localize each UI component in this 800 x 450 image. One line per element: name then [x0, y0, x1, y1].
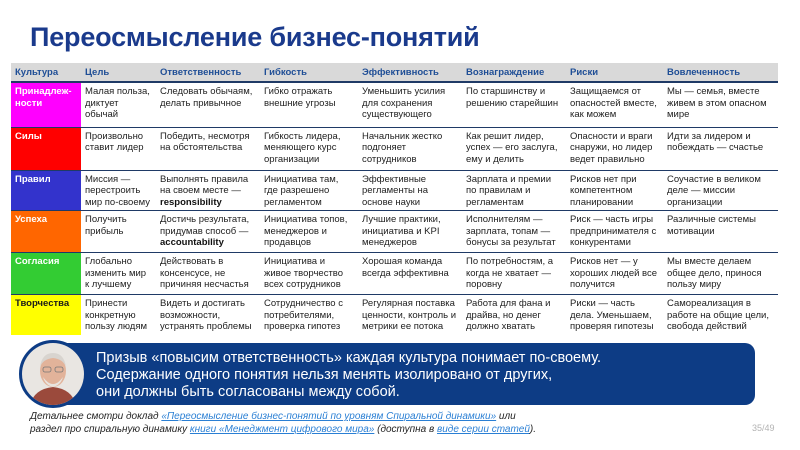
table-cell: Мы вместе делаем общее дело, принося пользу миру [663, 253, 778, 295]
table-cell: Рисков нет при компетентном планировании [566, 170, 663, 211]
table-cell: Начальник жестко подгоняет сотрудников [358, 127, 462, 170]
table-row [11, 211, 778, 253]
table-cell: Хорошая команда всегда эффективна [358, 253, 462, 295]
page-number: 35/49 [752, 423, 775, 433]
cell-text: Достичь результата, придумав способ — [160, 214, 250, 237]
table-cell: Соучастие в великом деле — миссии организации [663, 170, 778, 211]
table-row [11, 127, 778, 170]
culture-cell: Творчества [11, 295, 81, 335]
header-responsibility: Ответственность [156, 63, 260, 82]
table-cell: По старшинству и решению старейшин [462, 82, 566, 127]
table-cell: Принести конкретную пользу людям [85, 298, 148, 332]
table-cell: Зарплата и премии по правилам и регламентам [462, 170, 566, 211]
bold-term: accountability [160, 237, 224, 248]
report-link[interactable]: «Переосмысление бизнес-понятий по уровням Спиральной динамики» [161, 411, 497, 422]
table-cell: Рисков нет — у хороших людей все получится [566, 253, 663, 295]
table-cell: Идти за лидером и побеждать — счастье [663, 127, 778, 170]
culture-cell: Правил [11, 170, 81, 211]
table-cell: Регулярная поставка ценности, контроль и метрики ее потока [362, 298, 457, 332]
table-cell: Следовать обычаям, делать привычное [156, 82, 260, 127]
callout-text [96, 350, 601, 401]
header-risks: Риски [566, 63, 663, 82]
footer-text: (доступна в [374, 424, 438, 435]
table-cell: Самореализация в работе на общие цели, свобода действий [667, 298, 769, 332]
table-cell: Уменьшить усилия для сохранения существующего [358, 82, 462, 127]
table-cell: Мы — семья, вместе живем в этом опасном мире [663, 82, 778, 127]
table-cell: Инициатива и живое творчество всех сотрудников [260, 253, 358, 295]
culture-cell: Согласия [11, 253, 81, 295]
callout-line: они должны быть согласованы между собой. [96, 384, 400, 400]
table-cell: Инициатива топов, менеджеров и продавцов [260, 211, 358, 253]
table-cell: Исполнителям — зарплата, топам — бонусы за результат [462, 211, 566, 253]
bold-term: responsibility [160, 196, 222, 208]
header-culture: Культура [11, 63, 81, 82]
header-reward: Вознаграждение [462, 63, 566, 82]
table-cell: Как решит лидер, успех — его заслуга, ему и делить [462, 127, 566, 170]
culture-cell: Принадлеж-ности [11, 82, 81, 127]
table-cell: Получить прибыль [81, 211, 156, 253]
footer-text: ). [529, 424, 537, 435]
table-cell: Инициатива там, где разрешено регламентом [260, 170, 358, 211]
footer-text: Детальнее смотри доклад [30, 411, 162, 422]
table-cell: Защищаемся от опасностей вместе, как можем [566, 82, 663, 127]
table-row [11, 295, 778, 335]
slide-title: Переосмысление бизнес-понятий [30, 22, 480, 52]
table-row [11, 170, 778, 211]
table-cell: Гибко отражать внешние угрозы [260, 82, 358, 127]
callout-line: Содержание одного понятия нельзя менять изолировано от других, [96, 367, 553, 383]
footer-text: раздел про спиральную динамику [30, 424, 190, 435]
table-row [11, 82, 778, 127]
cell-text: Выполнять правила на своем месте — [160, 173, 249, 196]
footer-note [30, 410, 536, 436]
table-cell: Различные системы мотивации [663, 211, 778, 253]
table-cell: Сотрудничество с потребителями, проверка гипотез [264, 298, 343, 332]
table-cell: Гибкость лидера, меняющего курс организации [260, 127, 358, 170]
table-cell: Опасности и враги снаружи, но лидер ведет правильно [566, 127, 663, 170]
header-flexibility: Гибкость [260, 63, 358, 82]
table-cell [156, 170, 260, 211]
table-cell: Действовать в консенсусе, не причиняя несчастья [156, 253, 260, 295]
table-cell: Глобально изменить мир к лучшему [81, 253, 156, 295]
table-cell: Риск — часть игры предпринимателя с конкурентами [566, 211, 663, 253]
table-cell [156, 211, 260, 253]
header-engagement: Вовлеченность [663, 63, 778, 82]
header-efficiency: Эффективность [358, 63, 462, 82]
speaker-avatar [19, 340, 87, 408]
table-cell: Работа для фана и драйва, но денег должно хватать [466, 298, 551, 332]
footer-text: или [496, 411, 516, 422]
table-cell: Лучшие практики, инициатива и KPI менеджеров [358, 211, 462, 253]
table-cell: Победить, несмотря на обстоятельства [156, 127, 260, 170]
articles-link[interactable]: виде серии статей [437, 424, 530, 435]
culture-table [11, 63, 778, 335]
table-cell: Малая польза, диктует обычай [81, 82, 156, 127]
callout-line: Призыв «повысим ответственность» каждая культура понимает по-своему. [96, 350, 602, 366]
culture-cell: Успеха [11, 211, 81, 253]
header-goal: Цель [81, 63, 156, 82]
table-cell: Миссия — перестроить мир по-своему [81, 170, 156, 211]
table-row [11, 253, 778, 295]
table-cell: По потребностям, а когда не хватает — поровну [462, 253, 566, 295]
person-photo-icon [22, 343, 84, 405]
table-cell: Эффективные регламенты на основе науки [358, 170, 462, 211]
table-cell: Риски — часть дела. Уменьшаем, проверяя гипотезы [570, 298, 654, 332]
table-header-row [11, 63, 778, 82]
culture-cell: Силы [11, 127, 81, 170]
table-cell: Видеть и достигать возможности, устранять проблемы [160, 298, 252, 332]
book-link[interactable]: книги «Менеджмент цифрового мира» [189, 424, 375, 435]
table-cell: Произвольно ставит лидер [81, 127, 156, 170]
